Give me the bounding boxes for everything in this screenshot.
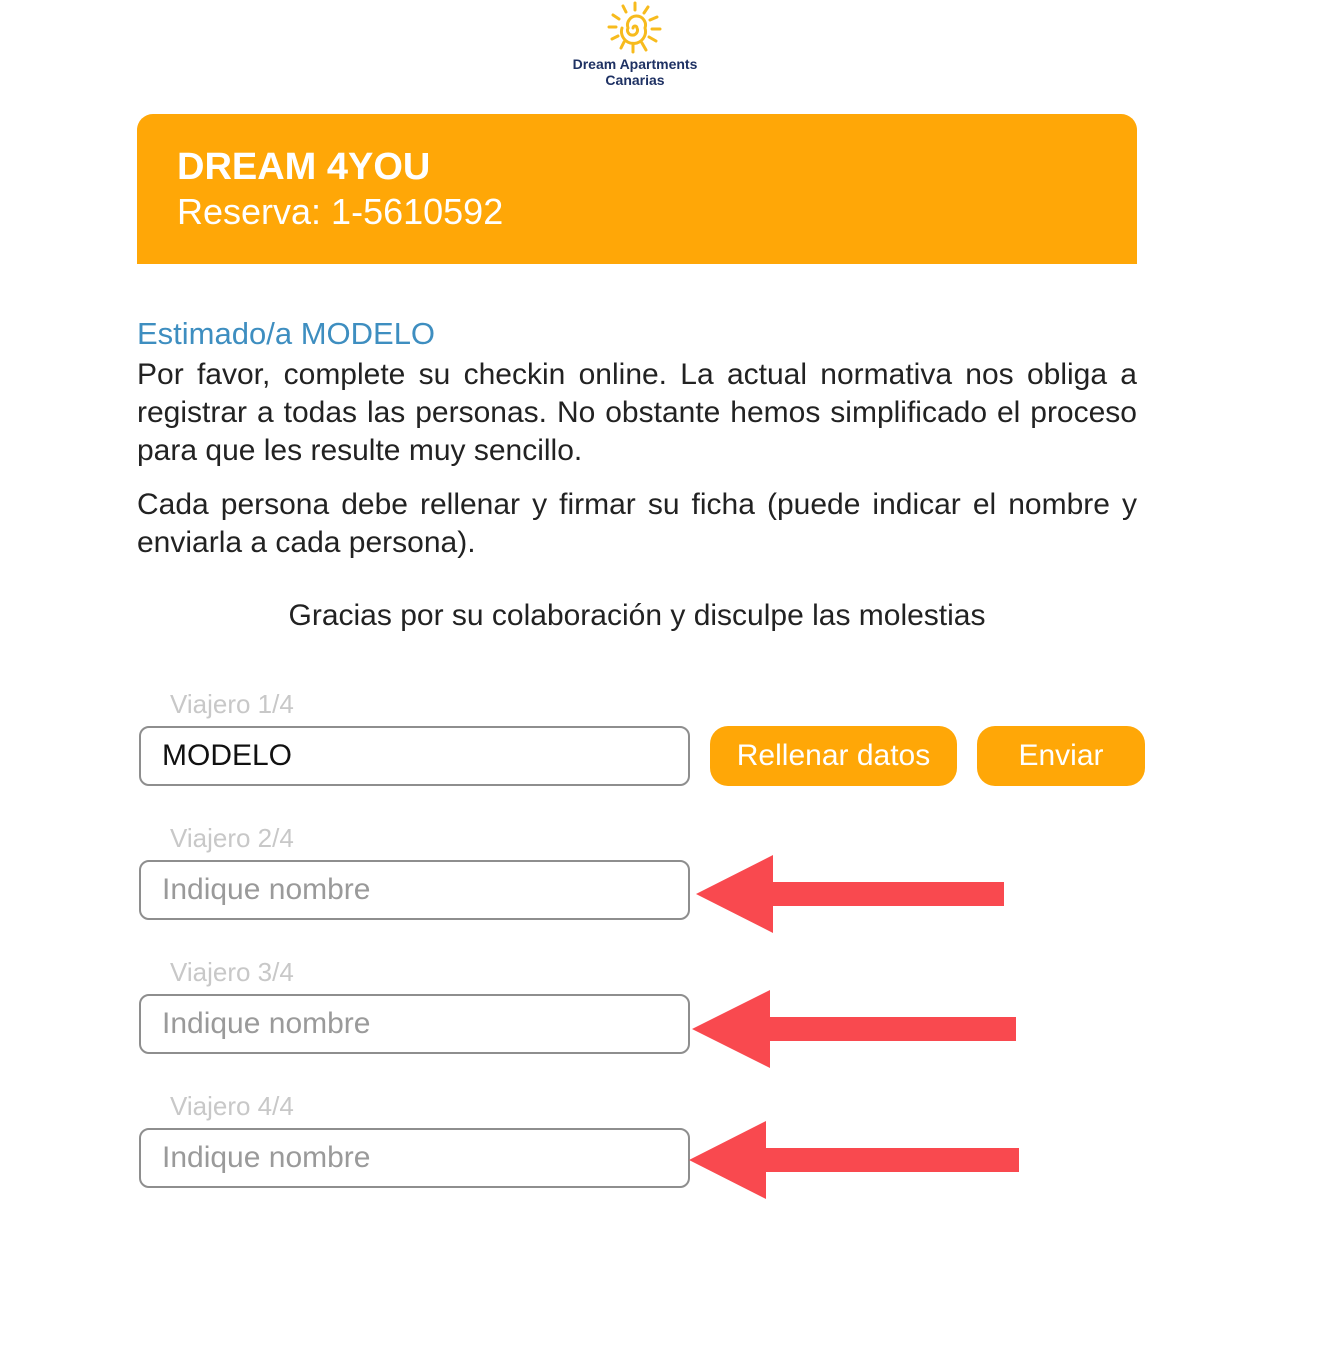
traveler-label-1: Viajero 1/4 <box>170 689 294 719</box>
traveler-label-2: Viajero 2/4 <box>170 823 294 853</box>
sun-icon <box>604 0 666 54</box>
brand-name <box>560 56 710 88</box>
intro-paragraph-1: Por favor, complete su checkin online. La actual normativa nos obliga a registrar a todas las personas. No obstante hemos simplificado el proceso para que les resulte muy sencillo. <box>137 358 1137 467</box>
traveler-label-3: Viajero 3/4 <box>170 957 294 987</box>
traveler-name-input-1[interactable] <box>139 726 690 786</box>
traveler-name-input-3[interactable] <box>139 994 690 1054</box>
left-arrow-icon <box>696 855 1006 933</box>
thanks-message: Gracias por su colaboración y disculpe las molestias <box>288 599 986 632</box>
reservation-header <box>137 114 1137 264</box>
brand-name-line1: Dream Apartments <box>572 56 698 72</box>
intro-section <box>137 314 1137 578</box>
brand-logo <box>560 0 710 92</box>
apartment-title: DREAM 4YOU <box>177 146 431 188</box>
left-arrow-icon <box>692 990 1018 1068</box>
fill-data-button[interactable]: Rellenar datos <box>710 726 957 786</box>
brand-name-line2: Canarias <box>605 72 665 88</box>
send-button[interactable]: Enviar <box>977 726 1145 786</box>
traveler-name-input-2[interactable] <box>139 860 690 920</box>
left-arrow-icon <box>689 1121 1021 1199</box>
traveler-label-4: Viajero 4/4 <box>170 1091 294 1121</box>
greeting: Estimado/a MODELO <box>137 316 436 351</box>
reservation-number: Reserva: 1-5610592 <box>177 191 504 232</box>
traveler-name-input-4[interactable] <box>139 1128 690 1188</box>
intro-paragraph-2: Cada persona debe rellenar y firmar su ficha (puede indicar el nombre y enviarla a cada persona). <box>137 488 1137 559</box>
